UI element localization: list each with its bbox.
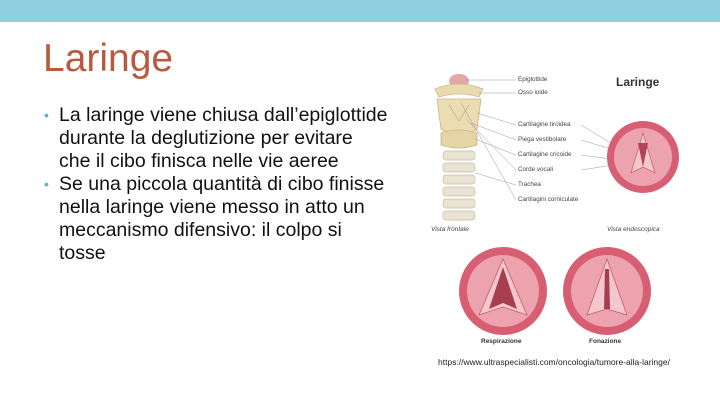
label-trachea: Trachea [518,181,541,188]
label-hyoid: Osso ioide [518,89,548,96]
endoscopic-view [607,121,679,193]
label-cricoid: Cartilagine cricoide [518,151,572,158]
phonation-view [563,247,651,335]
source-link[interactable]: https://www.ultraspecialisti.com/oncologia/tumore-alla-laringe/ [438,357,670,367]
bullet-text: Se una piccola quantità di cibo finisse nella laringe viene messo in atto un meccanismo difensivo: il colpo si tosse [59,173,385,264]
bullet-item [44,173,389,264]
bullet-item [44,104,389,172]
label-vestibular-fold: Piega vestibolare [518,136,567,143]
label-corniculate: Cartilagini corniculate [518,196,579,203]
frontal-view-label: Vista frontale [431,226,469,233]
breathing-view [459,247,547,335]
bullet-text: La laringe viene chiusa dall’epiglottide durante la deglutizione per evitare che il cibo finisca nelle vie aeree [59,104,388,172]
frontal-larynx [435,74,483,220]
slide-title: Laringe [43,37,174,80]
bullet-list [44,104,389,266]
larynx-illustration [421,63,683,349]
breathing-label: Respirazione [481,338,522,345]
label-epiglottis: Epiglottide [518,76,548,83]
bullet-marker: • [44,176,49,193]
endoscopic-view-label: Vista endoscopica [607,226,660,233]
top-accent-bar [0,0,720,22]
larynx-drawing [421,63,683,349]
label-thyroid: Cartilagine tiroidea [518,121,571,128]
figure-title: Laringe [616,75,660,89]
bullet-marker: • [44,107,49,123]
phonation-label: Fonazione [589,338,622,345]
label-vocal-cords: Corde vocali [518,166,553,173]
